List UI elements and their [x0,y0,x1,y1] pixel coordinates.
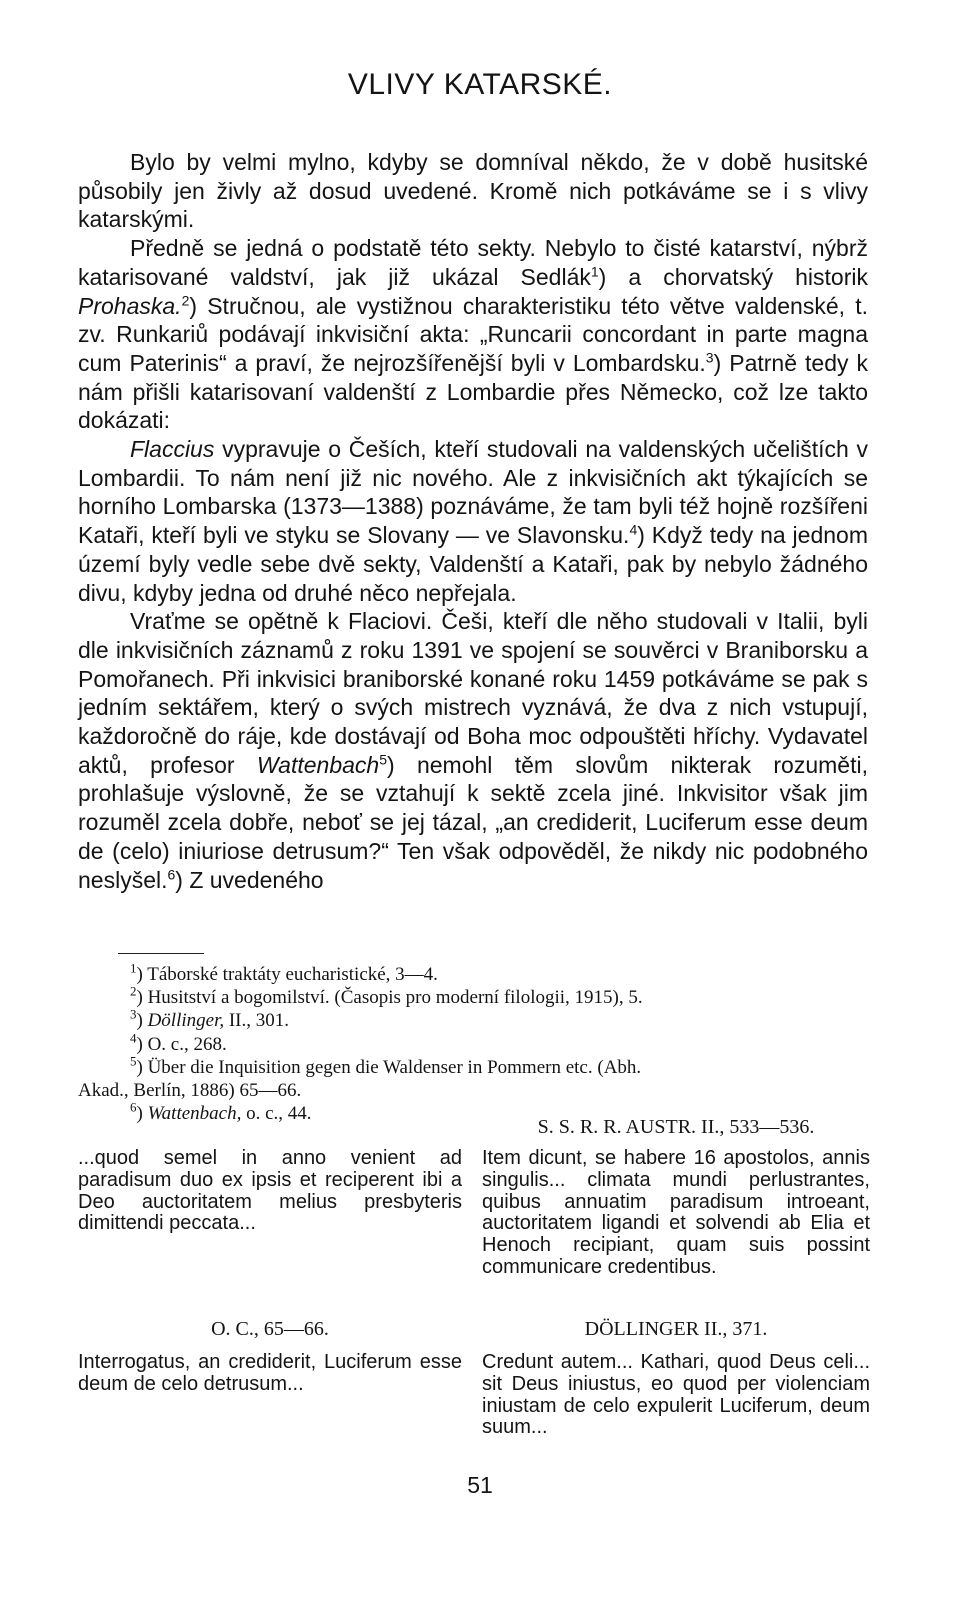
footnote-4 [78,1030,868,1056]
footnote-author: Döllinger, [147,1010,225,1032]
source-reference: DÖLLINGER II., 371. [584,1318,768,1340]
text-span: Předně se jedná o podstatě této sekty. Nebylo to čisté katarství, nýbrž katarisované valdství, jak již ukázal Sedlák [78,235,868,290]
paragraph-4 [78,607,868,894]
footnote-ref: 3 [705,349,714,366]
text-span: ) a chorvatský historik [598,263,868,290]
source-reference: O. C., 65—66. [211,1318,329,1340]
footnote-6: $^6$) Wattenbach, o. c., 44. [130,1099,312,1125]
footnote-2 [78,983,868,1009]
text-span: vypravuje o Češích, kteří studovali na valdenských učelištích v Lombardii. To nám není již nic nového. Ale z inkvisičních akt týkajících se horního Lombarska (1373—1388) poznáváme, že tam byli též hojně rozšířeni Kataři, kteří byli ve styku se Slovany — ve Slavonsku. [78,436,868,549]
footnote-text: ) O. c., 268. [136,1033,227,1055]
main-text [78,148,868,894]
footnotes [78,960,868,1125]
footnote-5-continued: Akad., Berlín, 1886) 65—66. [78,1080,302,1102]
footnote-marker: 6 [130,1099,137,1115]
footnote-marker: 1 [130,960,137,976]
text-span: ) Z uvedeného [175,866,324,893]
footnote-divider [118,953,204,954]
latin-quote: Interrogatus, an crediderit, Luciferum esse deum de celo detrusum... [78,1351,462,1395]
author-name: Wattenbach [256,751,380,778]
footnote-3: $^3$) Döllinger, II., 301. [130,1007,290,1032]
footnote-text: ) Über die Inquisition gegen die Waldenser in Pommern etc. (Abh. [136,1056,642,1078]
paragraph-3 [78,435,868,607]
footnote-marker: 4 [130,1030,137,1046]
author-name: Prohaska. [78,292,182,319]
latin-quote: ...quod semel in anno venient ad paradisum duo ex ipsis et reciperent ibi a Deo auctoritatem melius presbyteris dimittendi peccata... [78,1147,462,1235]
footnote-1 [78,960,868,986]
latin-quote: Credunt autem... Kathari, quod Deus celi... sit Deus iniustus, eo quod per violenciam iniustam de celo expulerit Luciferum, deum suum... [482,1351,870,1439]
latin-quote: Item dicunt, se habere 16 apostolos, annis singulis... climata mundi perlustrantes, quibus annuatim paradisum introeant, auctoritatem ligandi et solvendi ab Elia et Henoch recipiant, quam suis possint communicare credentibus. [482,1147,870,1278]
footnote-ref: 6 [167,865,176,882]
footnote-marker: 5 [130,1053,137,1069]
footnote-text: ) Husitství a bogomilství. (Časopis pro moderní filologii, 1915), 5. [136,987,643,1009]
footnote-marker: 2 [130,983,137,999]
footnote-ref: 4 [629,521,638,538]
paragraph-1: Bylo by velmi mylno, kdyby se domníval někdo, že v době husitské působily jen živly až dosud uvedené. Kromě nich potkáváme se i s vlivy katarskými. [78,149,868,233]
page-number: 51 [467,1472,493,1498]
footnote-ref: 5 [379,751,387,768]
paragraph-2 [78,234,868,435]
text-span: ) Stručnou, ale vystižnou charakteristiku této větve valdenské, t. zv. Runkariů podávají inkvisiční akta: „Runcarii concordant in parte magna cum Paterinis“ a praví, že nejrozšířenější byli v Lombardsku. [78,292,868,376]
source-reference: S. S. R. R. AUSTR. II., 533—536. [537,1116,815,1138]
footnote-author: Wattenbach, [147,1103,242,1125]
footnote-5 [78,1053,868,1079]
footnote-marker: 3 [130,1007,137,1023]
text-span: ) Patrně tedy k nám přišli katarisovaní valdenští z Lombardie přes Německo, což lze takto dokázati: [78,349,868,434]
footnote-text: II., 301. [224,1010,290,1032]
footnote-ref: 1 [590,263,599,280]
author-name: Flaccius [130,436,215,463]
footnote-ref: 2 [181,291,190,308]
text-span: Vraťme se opětně k Flaciovi. Češi, kteří dle něho studovali v Italii, byli dle inkvisičních záznamů z roku 1391 ve spojení se souvěrci v Braniborsku a Pomořanech. Při inkvisici braniborské konané roku 1459 potkáváme se pak s jedním sektářem, který o svých mistrech vyznává, že dva z nich vstupují, každoročně do ráje, kde dostávají od Boha moc odpouštěti hříchy. Vydavatel aktů, profesor [78,608,868,778]
footnote-text: o. c., 44. [241,1103,312,1125]
footnote-text: ) Táborské traktáty eucharistické, 3—4. [136,964,438,985]
text-span: ) nemohl těm slovům nikterak rozuměti, prohlašuje výslovně, že se vztahují k sektě zcela jiné. Inkvisitor však jim rozuměl zcela dobře, neboť se jej tázal, „an crediderit, Luciferum esse deum de (celo) iniuriose detrusum?“ Ten však odpověděl, že nikdy nic podobného neslyšel. [78,751,868,893]
text-span: ) Když tedy na jednom území byly vedle sebe dvě sekty, Valdenští a Kataři, pak by nebylo žádného divu, kdyby jedna od druhé něco nepřejala. [78,522,868,606]
chapter-title: VLIVY KATARSKÉ. [347,68,613,101]
